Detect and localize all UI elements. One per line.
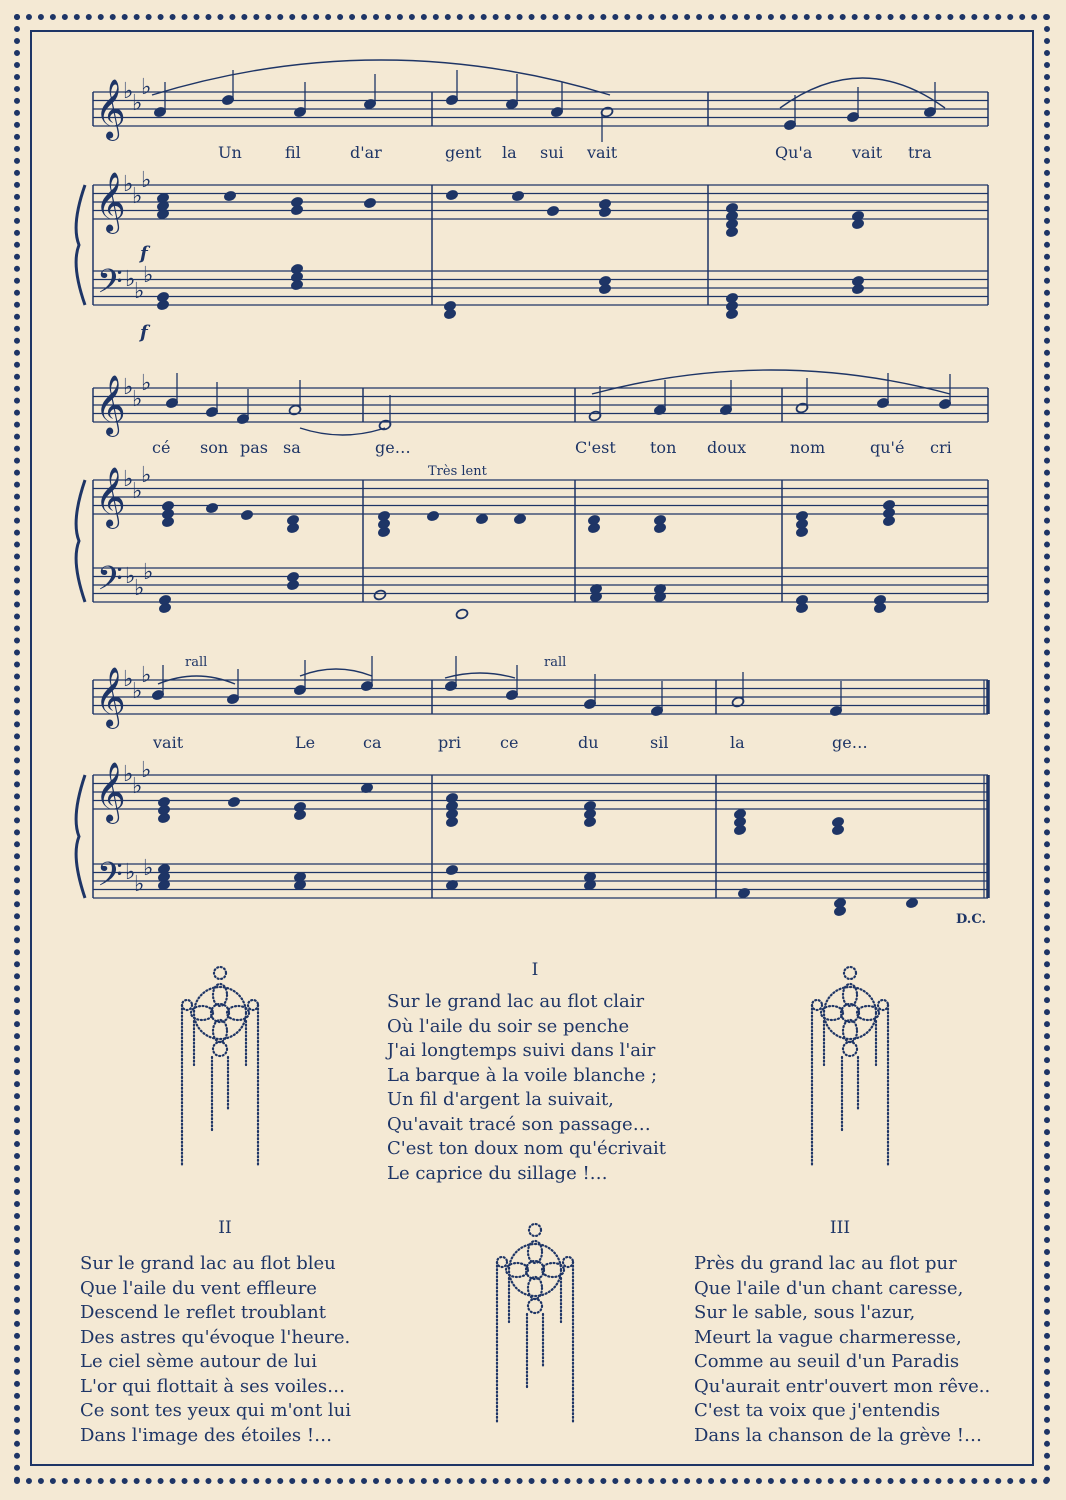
verse-line: Le ciel sème autour de lui <box>80 1351 317 1372</box>
lyric-syllable: Le <box>295 733 316 752</box>
lyric-syllable: ca <box>363 733 382 752</box>
verse-line: Comme au seuil d'un Paradis <box>694 1351 960 1372</box>
lyric-syllable: Un <box>218 143 242 162</box>
lyric-syllable: nom <box>790 438 826 457</box>
note-head <box>205 502 218 514</box>
note-head <box>725 292 738 304</box>
verse-number: II <box>218 1218 232 1238</box>
note-head <box>587 514 600 526</box>
lyric-syllable: vait <box>587 143 618 162</box>
note-head <box>833 905 846 917</box>
note-head <box>882 499 895 511</box>
lyric-syllable: ge… <box>375 438 411 457</box>
note-head <box>161 500 174 512</box>
note-head <box>286 571 299 583</box>
note-head <box>223 190 236 202</box>
flat-sign: ♭ <box>141 758 152 783</box>
note-head <box>455 608 468 620</box>
flat-sign: ♭ <box>141 463 152 488</box>
note-head <box>795 510 808 522</box>
note-head <box>373 589 386 601</box>
verse-line: Où l'aile du soir se penche <box>387 1015 630 1037</box>
note-head <box>733 808 746 820</box>
lyric-syllable: qu'é <box>870 438 905 457</box>
flat-sign: ♭ <box>141 168 152 193</box>
note-head <box>583 800 596 812</box>
lyric-syllable: la <box>502 143 517 162</box>
note-head <box>363 197 376 209</box>
verse-line: Des astres qu'évoque l'heure. <box>80 1326 351 1348</box>
treble-clef: 𝄞 <box>95 467 126 527</box>
note-head <box>158 594 171 606</box>
verse-line: Qu'aurait entr'ouvert mon rêve.. <box>694 1375 991 1397</box>
lyric-syllable: vait <box>852 143 883 162</box>
note-head <box>546 205 559 217</box>
lyric-syllable: ge… <box>832 733 868 752</box>
lyric-syllable: C'est <box>575 438 616 457</box>
slur <box>300 428 385 435</box>
note-head <box>873 594 886 606</box>
verse-number: III <box>829 1218 851 1238</box>
lyric-syllable: cé <box>152 438 171 457</box>
note-head <box>598 275 611 287</box>
verse-line: Que l'aile du vent effleure <box>80 1277 317 1299</box>
dynamic-forte: f <box>140 243 148 264</box>
note-head <box>240 509 253 521</box>
flat-sign: ♭ <box>123 762 134 787</box>
brace <box>76 775 85 898</box>
lyric-syllable: sil <box>650 733 669 752</box>
verse-line: Que l'aile d'un chant caresse, <box>694 1277 964 1299</box>
verse-line: Ce sont tes yeux qui m'ont lui <box>80 1400 352 1421</box>
lyric-syllable: vait <box>153 733 184 752</box>
flat-sign: ♭ <box>125 267 136 292</box>
note-head <box>290 263 303 275</box>
lyric-syllable: ce <box>500 733 519 752</box>
flat-sign: ♭ <box>123 172 134 197</box>
treble-clef: 𝄞 <box>95 172 126 232</box>
flat-sign: ♭ <box>134 279 145 304</box>
lyric-syllable: cri <box>930 438 952 457</box>
rall-marking: rall <box>544 655 567 670</box>
verse-line: La barque à la voile blanche ; <box>387 1064 658 1086</box>
slur <box>152 60 610 95</box>
flat-sign: ♭ <box>132 91 143 116</box>
verse-line: Qu'avait tracé son passage… <box>387 1113 651 1135</box>
note-head <box>286 514 299 526</box>
verse-line: Meurt la vague charmeresse, <box>694 1326 962 1348</box>
flat-sign: ♭ <box>125 860 136 885</box>
note-head <box>426 510 439 522</box>
note-head <box>598 206 611 218</box>
lyric-syllable: son <box>200 438 229 457</box>
note-head <box>795 594 808 606</box>
brace <box>76 185 85 305</box>
flat-sign: ♭ <box>134 872 145 897</box>
lyric-syllable: gent <box>445 143 482 162</box>
verse-line: C'est ton doux nom qu'écrivait <box>387 1138 667 1159</box>
brace <box>76 480 85 602</box>
ornament-icon <box>485 1222 585 1437</box>
lyric-syllable: fil <box>285 143 301 162</box>
note-head <box>725 202 738 214</box>
treble-clef: 𝄞 <box>95 375 126 435</box>
bass-clef: 𝄢 <box>97 263 123 309</box>
note-head <box>445 864 458 876</box>
ornament-icon <box>800 965 900 1180</box>
lyric-syllable: sa <box>283 438 301 457</box>
note-head <box>157 796 170 808</box>
note-head <box>445 792 458 804</box>
verse-line: Dans la chanson de la grève !… <box>694 1424 982 1446</box>
flat-sign: ♭ <box>125 564 136 589</box>
note-head <box>227 796 240 808</box>
treble-clef: 𝄞 <box>95 762 126 822</box>
verse-2 <box>80 1252 351 1448</box>
note-head <box>156 291 169 303</box>
rall-marking: rall <box>185 655 208 670</box>
verse-line: Sur le grand lac au flot clair <box>387 991 645 1012</box>
note-head <box>475 513 488 525</box>
note-head <box>831 816 844 828</box>
flat-sign: ♭ <box>132 679 143 704</box>
verse-line: Sur le grand lac au flot bleu <box>80 1253 336 1274</box>
verse-line: Descend le reflet troublant <box>80 1302 326 1323</box>
lyric-syllable: pri <box>438 733 462 752</box>
verse-line: Le caprice du sillage !… <box>387 1162 608 1184</box>
flat-sign: ♭ <box>123 467 134 492</box>
slur <box>592 370 950 394</box>
flat-sign: ♭ <box>132 479 143 504</box>
note-head <box>851 275 864 287</box>
verse-line: L'or qui flottait à ses voiles… <box>80 1375 346 1397</box>
flat-sign: ♭ <box>143 263 154 288</box>
flat-sign: ♭ <box>141 663 152 688</box>
bass-clef: 𝄢 <box>97 560 123 606</box>
slur <box>300 669 372 676</box>
note-head <box>443 300 456 312</box>
note-head <box>511 190 524 202</box>
verse-line: C'est ta voix que j'entendis <box>694 1400 941 1421</box>
lyric-syllable: Qu'a <box>775 143 813 162</box>
flat-sign: ♭ <box>123 375 134 400</box>
lyric-syllable: d'ar <box>350 143 382 162</box>
flat-sign: ♭ <box>141 371 152 396</box>
flat-sign: ♭ <box>132 387 143 412</box>
da-capo-marking: D.C. <box>956 912 986 927</box>
lyric-syllable: doux <box>707 438 747 457</box>
note-head <box>445 189 458 201</box>
verse-line: Dans l'image des étoiles !… <box>80 1424 333 1446</box>
dynamic-forte: f <box>140 322 148 343</box>
treble-clef: 𝄞 <box>95 79 126 139</box>
verse-line: J'ai longtemps suivi dans l'air <box>387 1040 656 1061</box>
verse-line: Un fil d'argent la suivait, <box>387 1089 614 1110</box>
flat-sign: ♭ <box>123 79 134 104</box>
lyric-syllable: pas <box>240 438 268 457</box>
note-head <box>851 210 864 222</box>
flat-sign: ♭ <box>134 576 145 601</box>
lyric-syllable: du <box>578 733 599 752</box>
note-head <box>377 510 390 522</box>
bass-clef: 𝄢 <box>97 856 123 902</box>
lyric-syllable: la <box>730 733 745 752</box>
lyric-syllable: ton <box>650 438 677 457</box>
verse-line: Près du grand lac au flot pur <box>694 1253 957 1274</box>
flat-sign: ♭ <box>132 774 143 799</box>
note-head <box>737 887 750 899</box>
verse-number: I <box>531 960 539 980</box>
flat-sign: ♭ <box>143 856 154 881</box>
lyric-syllable: sui <box>540 143 564 162</box>
flat-sign: ♭ <box>141 75 152 100</box>
lyric-syllable: tra <box>908 143 932 162</box>
note-head <box>653 514 666 526</box>
verse-1 <box>387 990 666 1186</box>
tempo-marking: Très lent <box>428 464 487 479</box>
ornament-icon <box>170 965 270 1180</box>
flat-sign: ♭ <box>123 667 134 692</box>
verse-3 <box>694 1252 990 1448</box>
note-head <box>293 801 306 813</box>
flat-sign: ♭ <box>132 184 143 209</box>
note-head <box>513 513 526 525</box>
verse-line: Sur le sable, sous l'azur, <box>694 1302 916 1323</box>
note-head <box>905 897 918 909</box>
treble-clef: 𝄞 <box>95 667 126 727</box>
slur <box>780 78 945 108</box>
note-head <box>290 196 303 208</box>
note-head <box>157 863 170 875</box>
flat-sign: ♭ <box>143 560 154 585</box>
